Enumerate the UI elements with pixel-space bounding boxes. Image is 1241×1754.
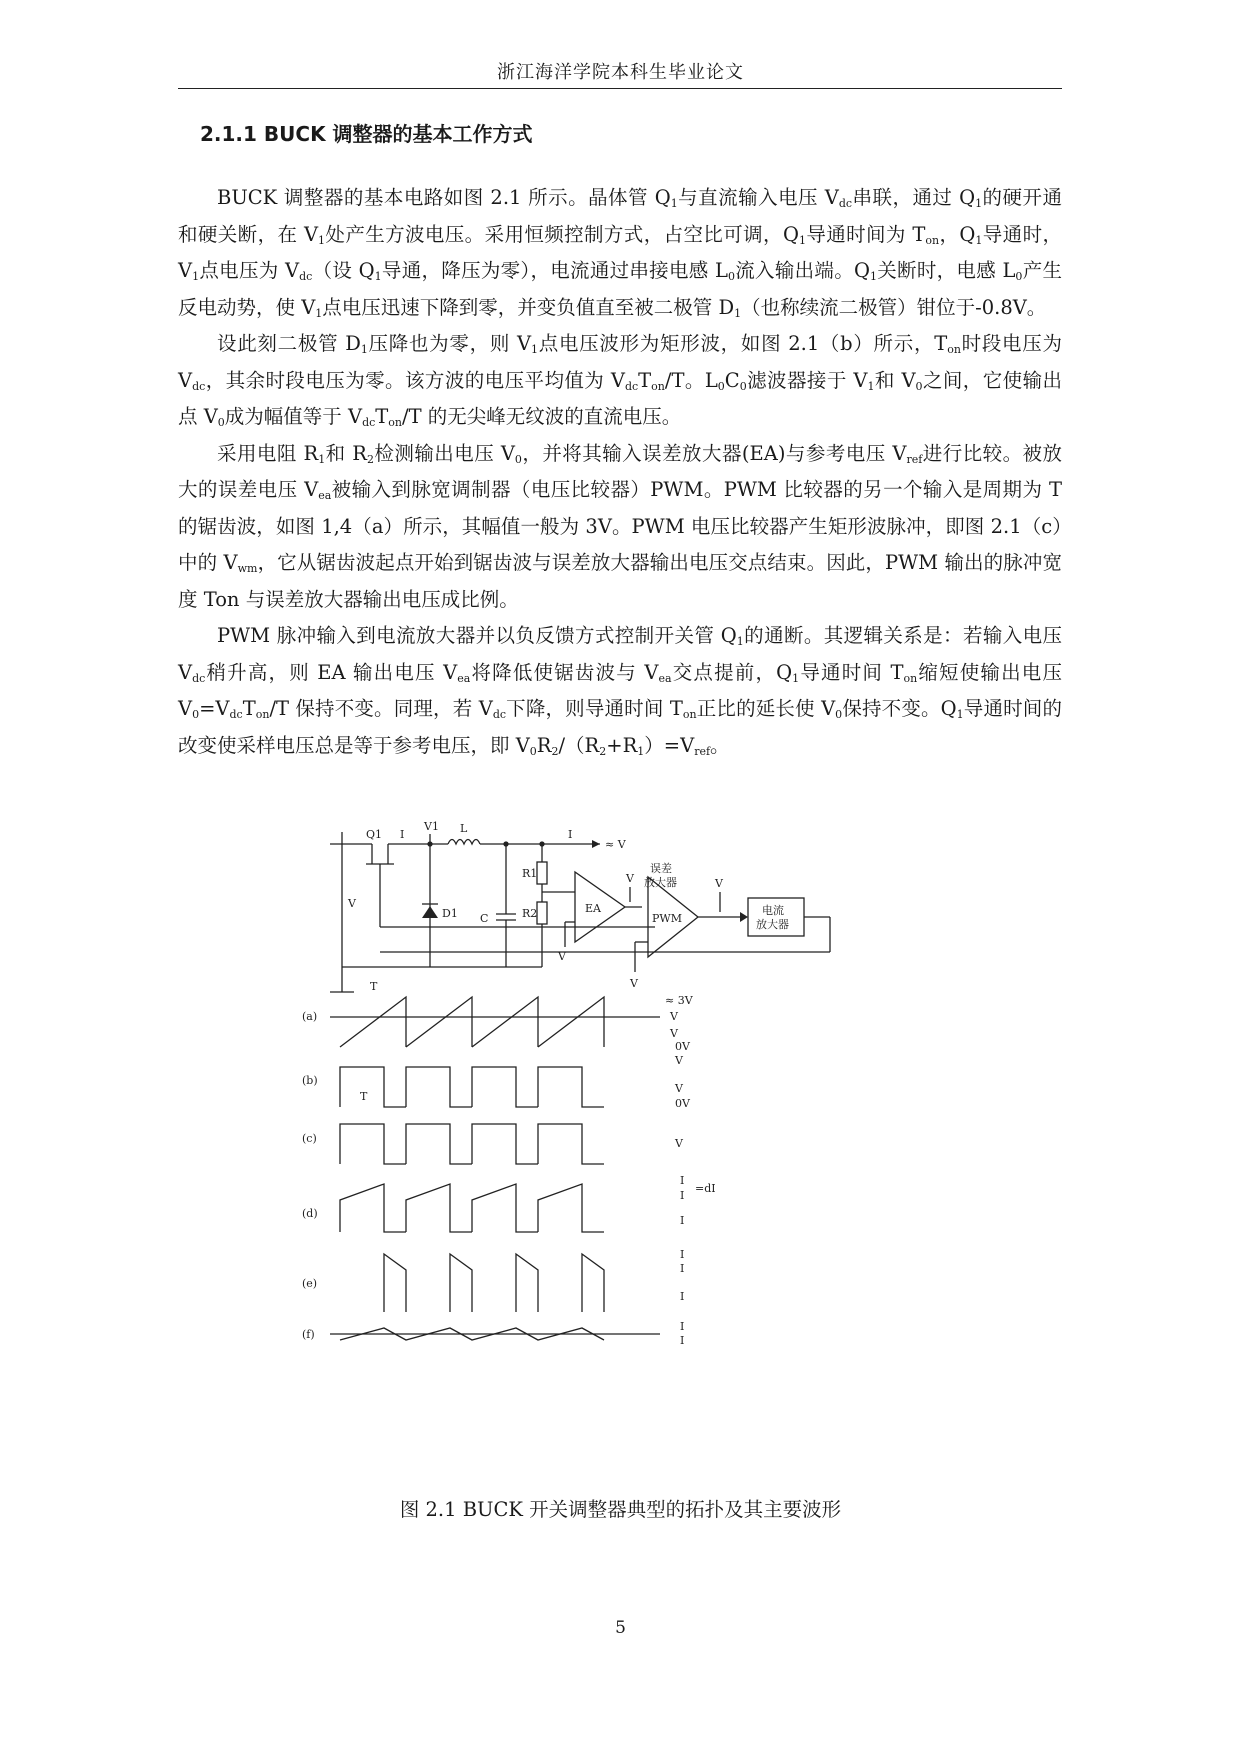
zero-v-b-label: 0V (675, 1097, 690, 1110)
waveforms (302, 980, 716, 1347)
vwm-label: V (715, 877, 723, 890)
page-number: 5 (615, 1618, 626, 1638)
sawtooth-trace (340, 997, 604, 1047)
wave-d-label: (d) (302, 1207, 318, 1220)
vo-label: ≈ V (605, 838, 626, 851)
di-label: =dI (695, 1182, 716, 1195)
i1-label: I (680, 1189, 685, 1202)
current-amp-label-1: 电流 (762, 904, 784, 917)
v1-label: V1 (424, 820, 439, 833)
io-label: I (568, 828, 573, 841)
wave-a-label: (a) (302, 1010, 318, 1023)
r1-label: R1 (522, 867, 538, 880)
error-amp-label-2: 放大器 (644, 876, 677, 889)
io-wave-label: I (680, 1334, 685, 1347)
paragraph-4: PWM 脉冲输入到电流放大器并以负反馈方式控制开关管 $Q_1$的通断。其逻辑关系是：若输入电压 $V_{dc}$稍升高，则 EA 输出电压 $V_{ea}$将降低使锯齿波与 $V_{ea}$交点提前，$Q_1$导通时间 $T_{on}$缩短使输出电压 $V_0=V_{dc}T_{on}/T$ 保持不变。同理，若 $V_{dc}$下降，则导通时间 $T_{on}$正比的延长使 $V_0$保持不变。$Q_1$导通时间的改变使采样电压总是等于参考电压，即 $V_0R_2/(R_2+R_1)=V_{ref}$。 (178, 624, 1062, 758)
circuit-labels (347, 820, 789, 990)
pwm-label: PWM (652, 912, 682, 925)
figure-caption: 图 2.1 BUCK 开关调整器典型的拓扑及其主要波形 (399, 1498, 842, 1521)
i2-label: I (680, 1174, 685, 1187)
zero-v-a-label: 0V (675, 1040, 690, 1053)
body-text (178, 180, 1062, 764)
buck-diagram: Q1 I V1 L I ≈ V V D1 C R1 R2 EA V 误差 放大器 V PWM 电流 放大器 V V (a)T≈ 3VVV0V(b)TVV0V(c) V(d)II=dII(e)III(f)II (a) (330, 832, 910, 1452)
co-label: C (480, 912, 489, 925)
wave-e-label: (e) (302, 1277, 318, 1290)
ea-label: EA (585, 902, 601, 915)
v1-wave-label: V (675, 1082, 683, 1095)
vea-label: V (626, 872, 634, 885)
i1e-label: I (680, 1262, 685, 1275)
lo-label: L (460, 822, 468, 835)
buck-figure (300, 820, 910, 1452)
wave-f-label: (f) (302, 1328, 315, 1341)
d1-label: D1 (442, 907, 458, 920)
iq1-label: I (400, 828, 405, 841)
iq1-wave-label: I (680, 1214, 685, 1227)
wave-b-label: (b) (302, 1074, 318, 1087)
header-rule (178, 88, 1062, 89)
error-amp-label-1: 误差 (650, 862, 672, 875)
vt-wave-label: V (670, 1027, 678, 1040)
paragraph-1: BUCK 调整器的基本电路如图 2.1 所示。晶体管 $Q_1$与直流输入电压 $V_{dc}$串联，通过 $Q_1$的硬开通和硬关断，在 $V_1$处产生方波电压。采用恒频控制方式，占空比可调，$Q_1$导通时间为 $T_{on}$，$Q_1$导通时，$V_1$点电压为 $V_{dc}$（设 $Q_1$导通，降压为零），电流通过串接电感 $L_0$流入输出端。$Q_1$关断时，电感 $L_0$产生反电动势，使 $V_1$点电压迅速下降到零，并变负值直至被二极管 $D_1$（也称续流二极管）钳位于-0.8V。 (178, 186, 1063, 320)
current-amp-label-2: 放大器 (756, 918, 789, 931)
vdcv-label: V (675, 1054, 683, 1067)
vwm-wave-label: V (675, 1137, 683, 1150)
vdc-label: V (348, 897, 356, 910)
vt-label: V (630, 977, 638, 990)
period-label: T (370, 980, 378, 993)
vwm-square-trace (340, 1124, 604, 1164)
paragraph-3: 采用电阻 $R_1$和 $R_2$检测输出电压 $V_0$，并将其输入误差放大器(EA)与参考电压 $V_{ref}$进行比较。被放大的误差电压 $V_{ea}$被输入到脉宽调制器（电压比较器）PWM。PWM 比较器的另一个输入是周期为 T 的锯齿波，如图 1,4（a）所示，其幅值一般为 3V。PWM 电压比较器产生矩形波脉冲，即图 2.1（c）中的 $V_{wm}$，它从锯齿波起点开始到锯齿波与误差放大器输出电压交点结束。因此，PWM 输出的脉冲宽度 Ton 与误差放大器输出电压成比例。 (178, 441, 1063, 611)
ton-label: T (360, 1090, 368, 1103)
vea-wave-label: V (670, 1010, 678, 1023)
iq1-trace (340, 1184, 604, 1232)
section-title: 2.1.1 BUCK 调整器的基本工作方式 (200, 122, 533, 146)
ilo-label: I (680, 1320, 685, 1333)
3v-label: ≈ 3V (665, 994, 693, 1007)
vref-label: V (558, 950, 566, 963)
q1-label: Q1 (366, 828, 383, 841)
id1-wave-label: I (680, 1290, 685, 1303)
r2-label: R2 (522, 907, 538, 920)
i2e-label: I (680, 1248, 685, 1261)
paragraph-2: 设此刻二极管 $D_1$压降也为零，则 $V_1$点电压波形为矩形波，如图 2.1（b）所示，$T_{on}$时段电压为 $V_{dc}$，其余时段电压为零。该方波的电压平均值为 $V_{dc}T_{on}/T$。$L_0C_0$滤波器接于 $V_1$和 $V_0$之间，它使输出点 $V_0$成为幅值等于 $V_{dc}T_{on}/T$ 的无尖峰无纹波的直流电压。 (178, 332, 1063, 429)
circuit (330, 832, 830, 992)
page-header: 浙江海洋学院本科生毕业论文 (497, 62, 744, 83)
id1-trace (384, 1254, 604, 1312)
wave-c-label: (c) (302, 1132, 317, 1145)
v1-square-trace (340, 1067, 604, 1107)
